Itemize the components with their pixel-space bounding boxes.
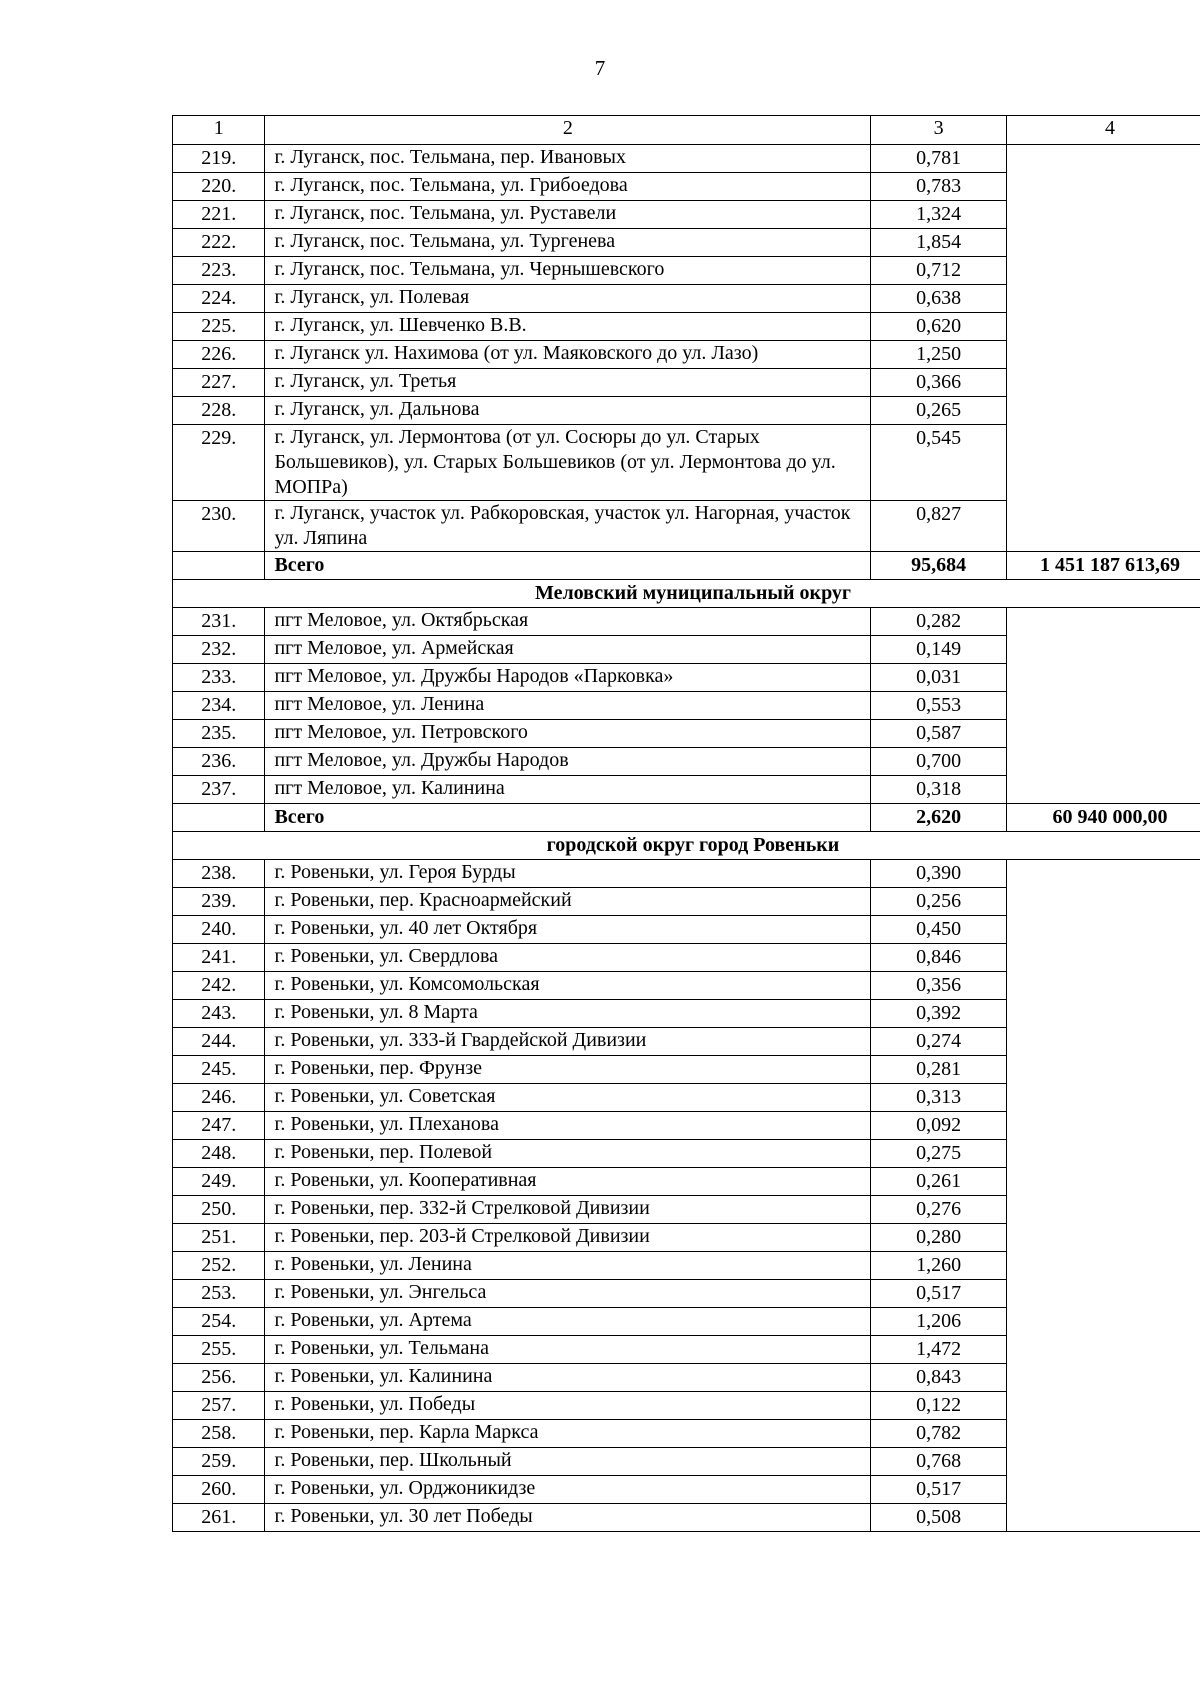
road-name: пгт Меловое, ул. Калинина: [265, 776, 871, 804]
row-number: 255.: [173, 1336, 265, 1364]
row-number: 219.: [173, 145, 265, 173]
road-name: г. Ровеньки, ул. 30 лет Победы: [265, 1504, 871, 1532]
road-length: 0,700: [871, 748, 1007, 776]
row-number: 254.: [173, 1308, 265, 1336]
road-name: пгт Меловое, ул. Армейская: [265, 636, 871, 664]
road-length: 0,545: [871, 425, 1007, 501]
row-number: 246.: [173, 1084, 265, 1112]
roads-table: [172, 115, 1200, 1532]
road-name: г. Ровеньки, ул. Свердлова: [265, 944, 871, 972]
road-name: г. Ровеньки, ул. Орджоникидзе: [265, 1476, 871, 1504]
road-name: г. Ровеньки, пер. 203-й Стрелковой Дивизии: [265, 1224, 871, 1252]
road-name: г. Ровеньки, пер. Красноармейский: [265, 888, 871, 916]
road-length: 0,149: [871, 636, 1007, 664]
header-col-2: 2: [265, 116, 871, 145]
road-name: г. Ровеньки, пер. Фрунзе: [265, 1056, 871, 1084]
cost-cell-empty: [1006, 608, 1200, 804]
road-length: 0,508: [871, 1504, 1007, 1532]
road-length: 0,275: [871, 1140, 1007, 1168]
road-length: 0,638: [871, 285, 1007, 313]
road-name: г. Луганск ул. Нахимова (от ул. Маяковского до ул. Лазо): [265, 341, 871, 369]
road-length: 0,517: [871, 1476, 1007, 1504]
road-length: 0,092: [871, 1112, 1007, 1140]
road-length: 0,782: [871, 1420, 1007, 1448]
road-length: 1,206: [871, 1308, 1007, 1336]
table-row: [173, 608, 1200, 636]
section-heading-row: [173, 580, 1200, 608]
row-number: 240.: [173, 916, 265, 944]
road-length: 0,313: [871, 1084, 1007, 1112]
road-name: г. Луганск, пос. Тельмана, ул. Тургенева: [265, 229, 871, 257]
road-length: 0,261: [871, 1168, 1007, 1196]
road-length: 0,280: [871, 1224, 1007, 1252]
row-number: 247.: [173, 1112, 265, 1140]
row-number: 248.: [173, 1140, 265, 1168]
total-cost: 1 451 187 613,69: [1006, 552, 1200, 580]
road-length: 1,854: [871, 229, 1007, 257]
road-length: 0,265: [871, 397, 1007, 425]
road-length: 0,620: [871, 313, 1007, 341]
road-name: г. Ровеньки, ул. Советская: [265, 1084, 871, 1112]
road-length: 0,366: [871, 369, 1007, 397]
road-name: г. Ровеньки, ул. Ленина: [265, 1252, 871, 1280]
road-name: г. Ровеньки, ул. Тельмана: [265, 1336, 871, 1364]
road-name: г. Луганск, участок ул. Рабкоровская, участок ул. Нагорная, участок ул. Ляпина: [265, 501, 871, 552]
row-number: 252.: [173, 1252, 265, 1280]
road-length: 1,260: [871, 1252, 1007, 1280]
road-name: пгт Меловое, ул. Октябрьская: [265, 608, 871, 636]
road-name: г. Ровеньки, ул. Плеханова: [265, 1112, 871, 1140]
row-number: 231.: [173, 608, 265, 636]
section-heading-row: [173, 832, 1200, 860]
road-length: 0,843: [871, 1364, 1007, 1392]
row-number: 235.: [173, 720, 265, 748]
row-number: 241.: [173, 944, 265, 972]
table-row: [173, 145, 1200, 173]
road-length: 1,472: [871, 1336, 1007, 1364]
row-number: 245.: [173, 1056, 265, 1084]
road-name: пгт Меловое, ул. Дружбы Народов: [265, 748, 871, 776]
road-name: г. Ровеньки, ул. 333-й Гвардейской Дивизии: [265, 1028, 871, 1056]
road-length: 0,274: [871, 1028, 1007, 1056]
road-name: г. Луганск, ул. Шевченко В.В.: [265, 313, 871, 341]
row-number: 250.: [173, 1196, 265, 1224]
total-number-empty: [173, 552, 265, 580]
road-name: г. Ровеньки, ул. Героя Бурды: [265, 860, 871, 888]
road-length: 0,450: [871, 916, 1007, 944]
row-number: 257.: [173, 1392, 265, 1420]
total-row: [173, 804, 1200, 832]
road-name: г. Луганск, пос. Тельмана, пер. Ивановых: [265, 145, 871, 173]
total-row: [173, 552, 1200, 580]
road-length: 0,781: [871, 145, 1007, 173]
row-number: 260.: [173, 1476, 265, 1504]
road-length: 1,324: [871, 201, 1007, 229]
row-number: 261.: [173, 1504, 265, 1532]
road-name: г. Ровеньки, пер. 332-й Стрелковой Дивизии: [265, 1196, 871, 1224]
header-col-1: 1: [173, 116, 265, 145]
total-number-empty: [173, 804, 265, 832]
row-number: 256.: [173, 1364, 265, 1392]
cost-cell-empty: [1006, 145, 1200, 552]
road-name: г. Луганск, ул. Третья: [265, 369, 871, 397]
road-name: г. Луганск, пос. Тельмана, ул. Грибоедова: [265, 173, 871, 201]
road-length: 1,250: [871, 341, 1007, 369]
road-name: г. Луганск, пос. Тельмана, ул. Руставели: [265, 201, 871, 229]
road-name: г. Ровеньки, ул. Артема: [265, 1308, 871, 1336]
road-name: пгт Меловое, ул. Петровского: [265, 720, 871, 748]
row-number: 227.: [173, 369, 265, 397]
row-number: 220.: [173, 173, 265, 201]
road-length: 0,846: [871, 944, 1007, 972]
road-length: 0,281: [871, 1056, 1007, 1084]
road-length: 0,282: [871, 608, 1007, 636]
road-length: 0,318: [871, 776, 1007, 804]
row-number: 253.: [173, 1280, 265, 1308]
row-number: 243.: [173, 1000, 265, 1028]
row-number: 236.: [173, 748, 265, 776]
row-number: 244.: [173, 1028, 265, 1056]
road-length: 0,256: [871, 888, 1007, 916]
row-number: 234.: [173, 692, 265, 720]
row-number: 242.: [173, 972, 265, 1000]
cost-cell-empty: [1006, 860, 1200, 1532]
road-length: 0,553: [871, 692, 1007, 720]
road-name: г. Луганск, ул. Полевая: [265, 285, 871, 313]
row-number: 230.: [173, 501, 265, 552]
road-length: 0,356: [871, 972, 1007, 1000]
row-number: 223.: [173, 257, 265, 285]
road-name: г. Ровеньки, ул. Энгельса: [265, 1280, 871, 1308]
road-length: 0,517: [871, 1280, 1007, 1308]
total-length: 2,620: [871, 804, 1007, 832]
table-row: [173, 860, 1200, 888]
row-number: 238.: [173, 860, 265, 888]
header-col-3: 3: [871, 116, 1007, 145]
road-name: г. Луганск, ул. Лермонтова (от ул. Сосюры до ул. Старых Большевиков), ул. Старых Большевиков (от ул. Лермонтова до ул. МОПРа): [265, 425, 871, 501]
page-number: 7: [594, 56, 606, 80]
total-label: Всего: [265, 552, 871, 580]
road-name: г. Ровеньки, пер. Карла Маркса: [265, 1420, 871, 1448]
section-title: Меловский муниципальный округ: [173, 580, 1200, 608]
row-number: 237.: [173, 776, 265, 804]
row-number: 222.: [173, 229, 265, 257]
road-length: 0,031: [871, 664, 1007, 692]
road-name: г. Ровеньки, ул. Калинина: [265, 1364, 871, 1392]
road-name: г. Луганск, ул. Дальнова: [265, 397, 871, 425]
header-col-4: 4: [1006, 116, 1200, 145]
road-name: г. Ровеньки, ул. 40 лет Октября: [265, 916, 871, 944]
row-number: 228.: [173, 397, 265, 425]
road-name: г. Ровеньки, пер. Школьный: [265, 1448, 871, 1476]
road-length: 0,783: [871, 173, 1007, 201]
road-name: пгт Меловое, ул. Ленина: [265, 692, 871, 720]
road-length: 0,390: [871, 860, 1007, 888]
road-name: г. Ровеньки, ул. Кооперативная: [265, 1168, 871, 1196]
road-name: пгт Меловое, ул. Дружбы Народов «Парковка»: [265, 664, 871, 692]
total-label: Всего: [265, 804, 871, 832]
road-name: г. Ровеньки, ул. Комсомольская: [265, 972, 871, 1000]
total-length: 95,684: [871, 552, 1007, 580]
road-length: 0,587: [871, 720, 1007, 748]
roads-table-body: [173, 116, 1200, 1532]
road-length: 0,122: [871, 1392, 1007, 1420]
row-number: 251.: [173, 1224, 265, 1252]
row-number: 224.: [173, 285, 265, 313]
table-header-row: [173, 116, 1200, 145]
road-name: г. Луганск, пос. Тельмана, ул. Чернышевского: [265, 257, 871, 285]
road-length: 0,276: [871, 1196, 1007, 1224]
row-number: 232.: [173, 636, 265, 664]
row-number: 226.: [173, 341, 265, 369]
road-length: 0,712: [871, 257, 1007, 285]
row-number: 259.: [173, 1448, 265, 1476]
road-name: г. Ровеньки, пер. Полевой: [265, 1140, 871, 1168]
road-length: 0,827: [871, 501, 1007, 552]
road-length: 0,392: [871, 1000, 1007, 1028]
row-number: 221.: [173, 201, 265, 229]
road-length: 0,768: [871, 1448, 1007, 1476]
section-title: городской округ город Ровеньки: [173, 832, 1200, 860]
row-number: 239.: [173, 888, 265, 916]
row-number: 258.: [173, 1420, 265, 1448]
road-name: г. Ровеньки, ул. Победы: [265, 1392, 871, 1420]
row-number: 249.: [173, 1168, 265, 1196]
row-number: 229.: [173, 425, 265, 501]
road-name: г. Ровеньки, ул. 8 Марта: [265, 1000, 871, 1028]
row-number: 225.: [173, 313, 265, 341]
row-number: 233.: [173, 664, 265, 692]
total-cost: 60 940 000,00: [1006, 804, 1200, 832]
